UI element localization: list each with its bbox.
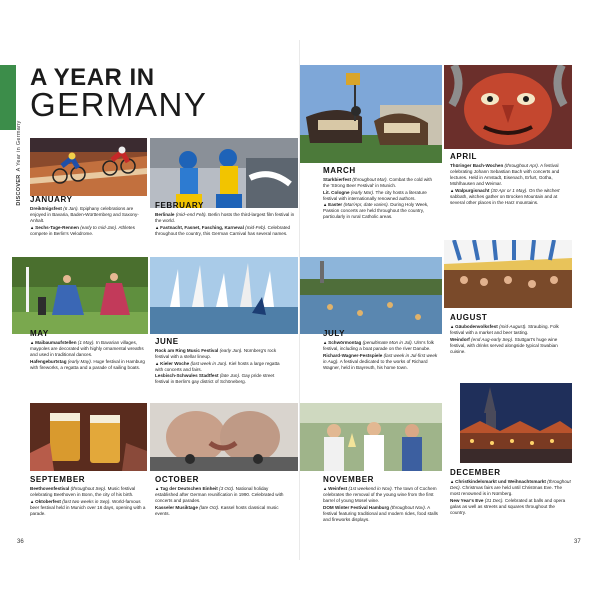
month-heading-june: JUNE	[155, 337, 179, 346]
month-heading-march: MARCH	[323, 166, 356, 175]
entry: ▲Walpurgisnacht (30 Apr or 1 May). On the witches' sabbath, witches gather on Brocken Mountain and at several other places in the Harz mountains.	[450, 187, 561, 205]
month-heading-september: SEPTEMBER	[30, 475, 86, 484]
entry: ▲Schwörmontag (penultimate Mon in Jul). Ulm's folk festival, including a boat parade on the river Danube.	[323, 340, 434, 351]
month-heading-november: NOVEMBER	[323, 475, 375, 484]
entry: ▲Weinfest (1st weekend in Nov). The town of Cochem celebrates the removal of the young wine from the first barrel of young Mosel wine.	[323, 486, 437, 503]
page-number-right: 37	[574, 539, 581, 545]
title-line-2: GERMANY	[30, 86, 208, 123]
photo-cycling-race	[30, 138, 147, 196]
month-text-october	[155, 486, 290, 517]
photo-carnival	[150, 138, 298, 208]
title-line-1: A YEAR IN	[30, 64, 155, 91]
month-text-april	[450, 163, 570, 206]
entry: Dreikönigsfest (6 Jan). Epiphany celebrations are enjoyed in Bavaria, Baden-Württemberg and Saxony-Anhalt.	[30, 206, 139, 223]
month-heading-august: AUGUST	[450, 313, 488, 322]
entry: DOM Winter Festival Hamburg (throughout Nov). A festival featuring traditional and modern rides, food stalls and fireworks displays.	[323, 504, 438, 522]
entry: Starkbierfest (throughout Mar). Combat the cold with the 'Strong Beer Festival' in Munich.	[323, 177, 433, 188]
month-text-july	[323, 340, 438, 371]
month-text-january	[30, 206, 147, 237]
entry: Richard-Wagner-Festspiele (last week in Jul-first week in Aug). A festival dedicated to the works of Richard Wagner, held in Bayreuth, his home town.	[323, 352, 438, 370]
month-text-march	[323, 177, 438, 221]
entry: Kasseler Musiktage (late Oct). Kassel hosts classical music events.	[155, 504, 279, 516]
month-heading-may: MAY	[30, 329, 49, 338]
photo-witch-mask	[444, 65, 572, 149]
month-text-february	[155, 212, 295, 237]
entry: ▲Fastnacht, Fasnet, Fasching, Karneval (mid-Feb). Celebrated throughout the country, this German Carnival has several names.	[155, 224, 291, 236]
photo-beer-tent	[444, 240, 572, 308]
month-heading-january: JANUARY	[30, 195, 73, 204]
side-running-head: DISCOVERA Year in Germany	[16, 120, 22, 206]
month-text-may	[30, 340, 147, 371]
photo-wine-festival	[300, 403, 442, 471]
photo-christmas-market	[460, 383, 572, 463]
month-heading-february: FEBRUARY	[155, 201, 204, 210]
month-heading-july: JULY	[323, 329, 346, 338]
entry: New Year's Eve (31 Dec). Celebrated at balls and opera galas as well as streets and squares throughout the country.	[450, 497, 566, 515]
month-heading-december: DECEMBER	[450, 468, 501, 477]
month-text-september	[30, 486, 147, 517]
entry: ▲Tag der Deutschen Einheit (3 Oct). National holiday established after German reunification in 1990. Celebrated with concerts and parades.	[155, 486, 284, 503]
photo-river-boats	[300, 257, 442, 334]
month-text-november	[323, 486, 441, 523]
entry: ▲Gäubodenvolksfest (mid-August). Straubing. Folk festival with a market and beer tasting.	[450, 324, 559, 335]
entry: Lit. Cologne (early Mar). The city hosts a literature festival with internationally renowned authors.	[323, 189, 427, 201]
entry: ▲Oktoberfest (last two weeks in Sep). World-famous beer festival held in Munich over 16 days, opening with a parade.	[30, 498, 146, 516]
photo-horse-procession	[300, 65, 442, 163]
entry: Rock am Ring Music Festival (early Jun). Nürnberg's rock festival with a stellar lineup.	[155, 348, 277, 359]
entry: ▲Sechs-Tage-Rennen (early to mid-Jan). Athletes compete in Berlin's Velodrome.	[30, 224, 135, 236]
entry: ▲Kieler Woche (last week in Jun). Kiel hosts a large regatta with concerts and fairs.	[155, 360, 280, 372]
entry: Thüringer Bach-Wochen (throughout Apr). A festival celebrating Johann Sebastian Bach with concerts and lectures. Held in Arnstadt, Eisenach, Erfurt, Gotha, Mühlhausen and Weimar.	[450, 163, 560, 186]
entry: Berlinale (mid–end Feb). Berlin hosts the third-largest film festival in the world.	[155, 212, 295, 223]
entry: Weindorf (end Aug-early Sep). Stuttgart's huge wine festival, with drinks served alongside typical Swabian cuisine.	[450, 336, 558, 354]
month-text-august	[450, 324, 570, 355]
entry: ▲Maibaumaufstellen (1 May). In Bavarian villages, maypoles are decorated with highly ornamental wreaths and used in traditional dances.	[30, 340, 144, 357]
month-heading-october: OCTOBER	[155, 475, 200, 484]
entry: Hafengeburtstag (early May). Huge festival in Hamburg with fireworks, a regatta and a parade of sailing boats.	[30, 358, 145, 370]
photo-regatta	[150, 257, 298, 334]
entry: Beethovenfestival (throughout Sep). Music festival celebrating Beethoven in Bonn, the city of his birth.	[30, 486, 136, 497]
photo-wall-mural	[150, 403, 298, 471]
photo-beer-toast	[30, 403, 147, 471]
month-text-june	[155, 348, 285, 386]
photo-maypole-dance	[12, 257, 148, 334]
page-number-left: 36	[17, 539, 24, 545]
entry: ▲Easter (Mar/Apr, date varies). During Holy Week, Passion concerts are held throughout the country, particularly in rural Catholic areas.	[323, 202, 429, 220]
entry: Lesbisch-Schwules Stadtfest (late Jun). Gay pride street festival in Berlin's gay district of Schöneberg.	[155, 373, 275, 385]
entry: ▲Christkindelsmarkt und Weihnachtsmarkt (throughout Dec). Christmas fairs are held until Christmas Eve. The most renowned is in Nürnberg.	[450, 479, 571, 496]
month-heading-april: APRIL	[450, 152, 477, 161]
month-text-december	[450, 479, 572, 516]
section-tab	[0, 65, 16, 130]
